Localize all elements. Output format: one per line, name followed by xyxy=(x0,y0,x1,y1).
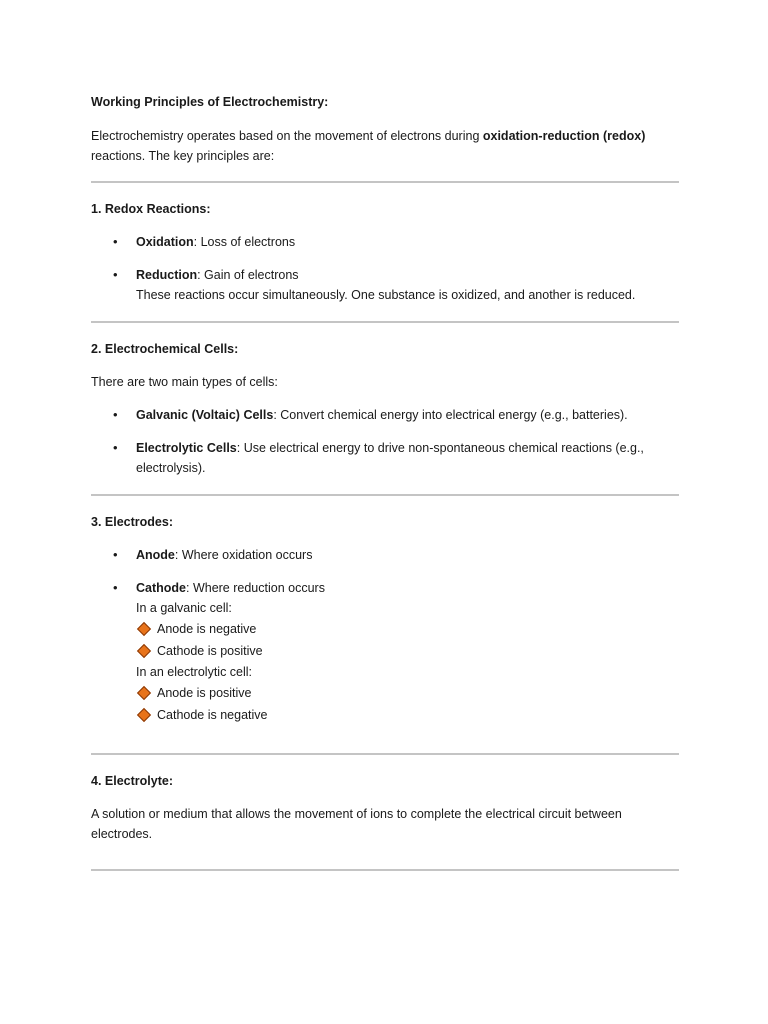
term-reduction: Reduction xyxy=(136,268,198,282)
list-item-oxidation xyxy=(91,232,679,252)
section-1-list xyxy=(91,232,679,305)
document-content xyxy=(91,92,679,871)
divider-3 xyxy=(91,494,679,496)
desc-anode: : Where oxidation occurs xyxy=(174,548,313,562)
electrolytic-cathode-text: Cathode is negative xyxy=(157,708,268,722)
list-item-galvanic xyxy=(91,405,679,425)
divider-5 xyxy=(91,869,679,871)
diamond-bullet-icon xyxy=(137,708,151,722)
list-item xyxy=(136,640,679,662)
term-oxidation: Oxidation xyxy=(136,235,194,249)
diamond-bullet-icon xyxy=(137,686,151,700)
list-item-electrolytic xyxy=(91,438,679,478)
desc-cathode: : Where reduction occurs xyxy=(186,581,325,595)
diamond-bullet-icon xyxy=(137,644,151,658)
term-cathode: Cathode xyxy=(136,581,186,595)
intro-post: reactions. The key principles are: xyxy=(91,149,275,163)
list-item-reduction xyxy=(91,265,679,305)
section-2-list xyxy=(91,405,679,478)
list-item xyxy=(136,682,679,704)
list-item xyxy=(136,704,679,726)
galvanic-cathode-text: Cathode is positive xyxy=(157,644,263,658)
doc-title: Working Principles of Electrochemistry: xyxy=(91,95,329,109)
desc-oxidation: : Loss of electrons xyxy=(193,235,296,249)
desc-reduction: : Gain of electrons xyxy=(197,268,299,282)
diamond-bullet-icon xyxy=(137,622,151,636)
section-1-heading: 1. Redox Reactions: xyxy=(91,202,211,216)
section-3-heading: 3. Electrodes: xyxy=(91,515,173,529)
intro-pre: Electrochemistry operates based on the movement of electrons during xyxy=(91,129,483,143)
desc-galvanic: : Convert chemical energy into electrical energy (e.g., batteries). xyxy=(273,408,628,422)
divider-1 xyxy=(91,181,679,183)
list-item-cathode xyxy=(91,578,679,726)
section-2-intro: There are two main types of cells: xyxy=(91,375,278,389)
divider-4 xyxy=(91,753,679,755)
desc-electrolytic: : Use electrical energy to drive non-spontaneous chemical reactions (e.g., electrolysis). xyxy=(136,441,644,475)
term-anode: Anode xyxy=(136,548,175,562)
electrolytic-cell-label: In an electrolytic cell: xyxy=(136,665,253,679)
galvanic-cell-label: In a galvanic cell: xyxy=(136,601,232,615)
electrolytic-anode-text: Anode is positive xyxy=(157,686,252,700)
intro-bold: oxidation-reduction (redox) xyxy=(482,129,646,143)
term-galvanic: Galvanic (Voltaic) Cells xyxy=(136,408,274,422)
galvanic-anode-text: Anode is negative xyxy=(157,622,257,636)
section-2-heading: 2. Electrochemical Cells: xyxy=(91,342,239,356)
section-3-list xyxy=(91,545,679,726)
divider-2 xyxy=(91,321,679,323)
section-4-heading: 4. Electrolyte: xyxy=(91,774,173,788)
section-4-text: A solution or medium that allows the movement of ions to complete the electrical circuit between electrodes. xyxy=(91,807,622,841)
list-item xyxy=(136,618,679,640)
redox-note: These reactions occur simultaneously. One substance is oxidized, and another is reduced. xyxy=(136,288,636,302)
intro-paragraph xyxy=(91,126,679,166)
list-item-anode xyxy=(91,545,679,565)
term-electrolytic: Electrolytic Cells xyxy=(136,441,237,455)
